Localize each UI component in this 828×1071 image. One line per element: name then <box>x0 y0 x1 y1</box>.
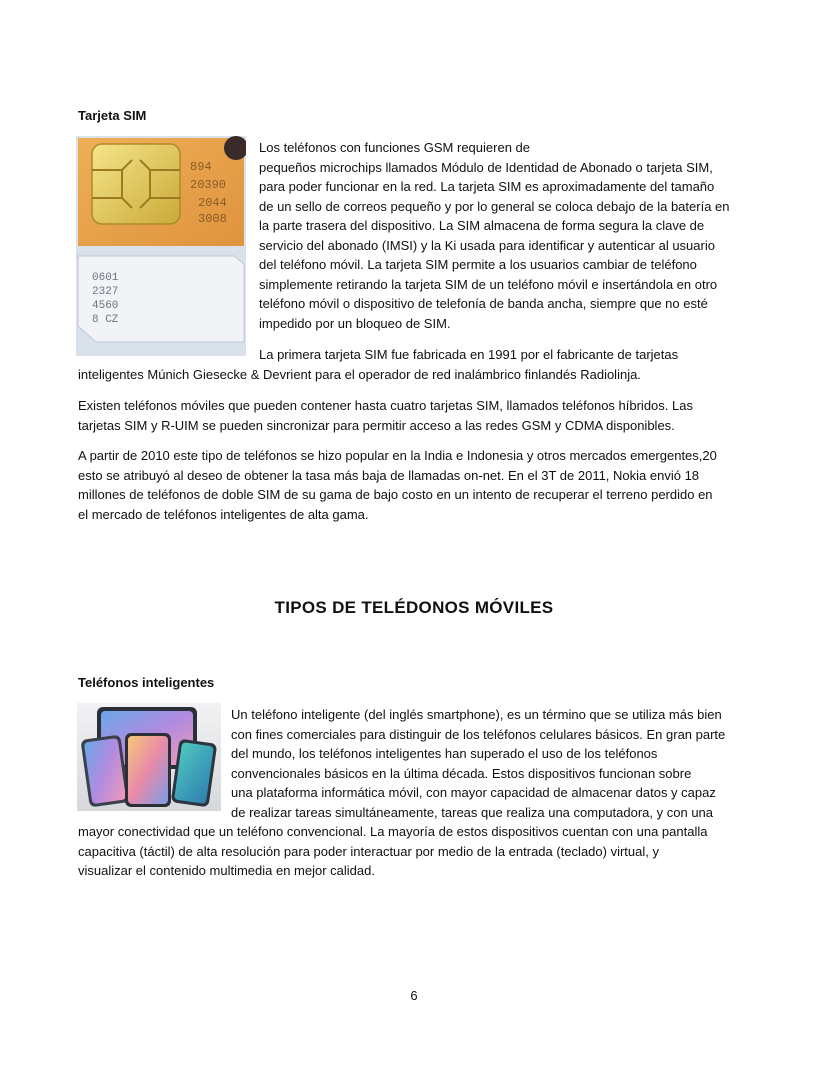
sim-number-bottom-3: 4560 <box>92 300 119 312</box>
smartphones-image <box>77 703 221 811</box>
text-line: la parte trasera del dispositivo. La SIM almacena de forma segura la clave de <box>259 218 705 233</box>
text-line: Existen teléfonos móviles que pueden contener hasta cuatro tarjetas SIM, llamados teléfonos híbridos. Las <box>78 398 693 413</box>
smartphones-heading: Teléfonos inteligentes <box>78 675 215 690</box>
sim-number-top-1: 894 <box>190 160 212 174</box>
text-line: millones de teléfonos de doble SIM de su gama de bajo costo en un intento de recuperar el terreno perdido en <box>78 487 713 502</box>
page-number: 6 <box>410 988 418 1003</box>
text-line: con fines comerciales para distinguir de los teléfonos celulares básicos. En gran parte <box>231 726 726 742</box>
text-line: del teléfono móvil. La tarjeta SIM permite a los usuarios cambiar de teléfono <box>259 257 697 272</box>
sim-number-bottom-4: 8 CZ <box>92 314 119 326</box>
smartphones-paragraph-wrapped <box>231 705 771 822</box>
text-line: servicio del abonado (IMSI) y la Ki usada para identificar y autenticar al usuario <box>259 237 715 253</box>
sim-number-top-3: 2044 <box>198 196 227 210</box>
text-line: teléfono móvil o dispositivo de telefonía de banda ancha, siempre que no esté <box>259 296 708 311</box>
sim-paragraph-1 <box>259 138 759 333</box>
text-line: visualizar el contenido multimedia en mejor calidad. <box>78 863 375 878</box>
text-line: de un sello de correos pequeño y por lo general se coloca debajo de la batería en <box>259 198 730 214</box>
section-title: TIPOS DE TELÉDONOS MÓVILES <box>274 598 554 617</box>
sim-card-illustration <box>76 136 246 356</box>
text-line: del mundo, los teléfonos inteligentes han superado el uso de los teléfonos <box>231 746 658 761</box>
sim-paragraph-4 <box>78 446 788 524</box>
sim-number-top-2: 20390 <box>190 178 227 192</box>
text-line: esto se atribuyó al deseo de obtener la tasa más baja de llamadas on-net. En el 3T de 2011, Nokia envió 18 <box>78 467 700 483</box>
text-line: capacitiva (táctil) de alta resolución para poder interactuar por medio de la entrada (teclado) virtual, y <box>78 843 659 859</box>
text-line: pequeños microchips llamados Módulo de Identidad de Abonado o tarjeta SIM, <box>259 159 713 175</box>
foldable-phones-illustration <box>77 703 221 811</box>
text-line: Los teléfonos con funciones GSM requieren de <box>259 140 531 155</box>
text-line: impedido por un bloqueo de SIM. <box>259 315 451 331</box>
smartphones-paragraph-full <box>78 822 778 881</box>
sim-paragraph-2-line-1: La primera tarjeta SIM fue fabricada en 1991 por el fabricante de tarjetas <box>259 347 679 362</box>
text-line: tarjetas SIM y R-UIM se pueden sincronizar para permitir acceso a las redes GSM y CDMA disponibles. <box>78 417 675 433</box>
sim-heading: Tarjeta SIM <box>78 108 147 123</box>
sim-number-bottom-2: 2327 <box>92 286 119 298</box>
text-line: mayor conectividad que un teléfono convencional. La mayoría de estos dispositivos cuentan con una pantalla <box>78 824 708 839</box>
sim-paragraph-3 <box>78 396 768 435</box>
sim-card-image <box>76 136 246 356</box>
sim-paragraph-2-line-2: inteligentes Múnich Giesecke & Devrient para el operador de red inalámbrico finlandés Radiolinja. <box>78 367 641 382</box>
text-line: el mercado de teléfonos inteligentes de alta gama. <box>78 506 369 522</box>
text-line: Un teléfono inteligente (del inglés smartphone), es un término que se utiliza más bien <box>231 707 722 722</box>
sim-number-bottom-1: 0601 <box>92 272 119 284</box>
text-line: convencionales básicos en la última década. Estos dispositivos funcionan sobre <box>231 765 692 781</box>
sim-number-top-4: 3008 <box>198 212 227 226</box>
text-line: de realizar tareas simultáneamente, tareas que realiza una computadora, y con una <box>231 804 714 820</box>
text-line: una plataforma informática móvil, con mayor capacidad de almacenar datos y capaz <box>231 785 716 800</box>
text-line: simplemente retirando la tarjeta SIM de un teléfono móvil e insertándola en otro <box>259 276 718 292</box>
text-line: A partir de 2010 este tipo de teléfonos se hizo popular en la India e Indonesia y otros mercados emergentes,20 <box>78 448 717 463</box>
text-line: para poder funcionar en la red. La tarjeta SIM es aproximadamente del tamaño <box>259 179 715 194</box>
